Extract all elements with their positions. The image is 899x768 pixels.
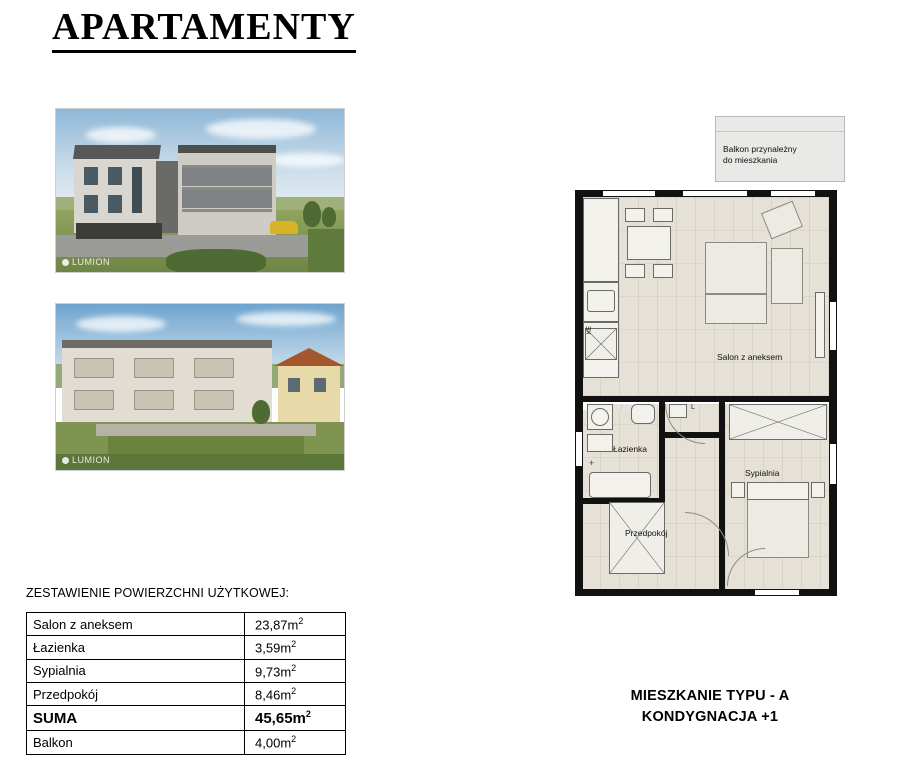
window-tall	[132, 167, 142, 213]
wall-left	[575, 190, 583, 596]
row-value-sup: 2	[291, 685, 297, 696]
table-row-total	[27, 706, 346, 731]
electrical-marker: L	[691, 404, 695, 411]
window	[84, 195, 98, 213]
retaining-wall	[96, 424, 316, 436]
wall-right	[829, 190, 837, 596]
row-value	[245, 659, 346, 682]
dining-chair	[653, 208, 673, 222]
building-roof	[73, 145, 161, 159]
balcony-rail-line	[716, 131, 844, 132]
cloud	[76, 316, 166, 332]
plan-caption	[545, 686, 875, 728]
utility-shaft	[669, 404, 687, 418]
render-front-view	[55, 108, 345, 273]
room-label-bedroom: Sypialnia	[745, 468, 780, 478]
plan-caption-line1: MIESZKANIE TYPU - A	[630, 688, 790, 704]
dining-chair	[625, 264, 645, 278]
row-value	[245, 731, 346, 754]
row-label: Salon z aneksem	[27, 613, 245, 636]
car	[270, 221, 298, 234]
building-right-roof	[178, 145, 276, 153]
row-value-number: 45,65	[255, 710, 293, 728]
balcony	[134, 390, 174, 410]
dining-table	[627, 226, 671, 260]
cloud	[86, 127, 156, 143]
wall-bedroom-top	[725, 396, 831, 402]
wall-bedroom-left-upper	[719, 396, 725, 440]
entrance-canopy	[76, 223, 162, 239]
row-label: Sypialnia	[27, 659, 245, 682]
row-value-number: 9,73	[255, 663, 281, 679]
area-summary-table	[26, 612, 346, 755]
row-value	[245, 636, 346, 659]
building-roof	[62, 340, 272, 348]
balcony-glass	[182, 168, 272, 186]
row-label: SUMA	[27, 706, 245, 731]
watermark-lumion: LUMION	[62, 455, 110, 465]
kitchen-sink	[587, 290, 615, 312]
row-value-unit: m	[287, 617, 299, 633]
window-opening	[829, 302, 837, 350]
window	[314, 378, 326, 392]
window-opening	[603, 190, 655, 197]
row-value-sup: 2	[291, 662, 297, 673]
tree	[322, 207, 336, 227]
window-opening	[829, 444, 837, 484]
room-label-hallway: Przedpokój	[625, 528, 668, 538]
render-garden-view	[55, 303, 345, 471]
floor-plan	[545, 100, 875, 645]
row-label: Przedpokój	[27, 682, 245, 705]
kitchen-counter-upper	[583, 198, 619, 282]
window-opening	[683, 190, 747, 197]
row-value-sup: 2	[291, 639, 297, 650]
room-label-living: Salon z aneksem	[717, 352, 783, 362]
tree	[252, 400, 270, 424]
coffee-table	[771, 248, 803, 304]
plan-caption-line2: KONDYGNACJA +1	[641, 709, 779, 726]
balcony-rail	[182, 209, 272, 212]
window	[288, 378, 300, 392]
row-value-unit: m	[280, 735, 292, 751]
sofa-seat	[705, 294, 767, 324]
row-label: Balkon	[27, 731, 245, 754]
washing-machine-drum	[591, 408, 609, 426]
window-opening	[771, 190, 815, 197]
wall-bathroom-right	[659, 396, 665, 504]
balcony	[194, 390, 234, 410]
wall-bathroom-top	[583, 396, 665, 402]
window	[84, 167, 98, 185]
wall-hall-top	[665, 396, 725, 402]
washbasin	[587, 434, 613, 452]
wardrobe	[609, 502, 665, 574]
building-neighbour	[278, 364, 340, 422]
tv-unit	[815, 292, 825, 358]
apartment-plan	[565, 182, 855, 607]
row-label: Łazienka	[27, 636, 245, 659]
bedroom-wardrobe	[729, 404, 827, 440]
table-row	[27, 682, 346, 705]
sofa	[705, 242, 767, 294]
bed-headboard	[747, 482, 809, 500]
table-row	[27, 636, 346, 659]
row-value-unit: m	[280, 640, 292, 656]
nightstand	[811, 482, 825, 498]
table-row	[27, 731, 346, 754]
kitchen-appliance-label: KE	[587, 325, 593, 334]
wall-bedroom-left	[719, 438, 725, 590]
row-value-sup: 2	[291, 734, 297, 745]
row-value	[245, 706, 346, 731]
balcony-glass	[182, 190, 272, 208]
window	[108, 167, 122, 185]
table-row	[27, 659, 346, 682]
balcony	[74, 358, 114, 378]
balcony-note-line2: do mieszkania	[723, 154, 778, 165]
table-row	[27, 613, 346, 636]
table-caption: ZESTAWIENIE POWIERZCHNI UŻYTKOWEJ:	[26, 586, 290, 600]
row-value	[245, 682, 346, 705]
row-value-unit: m	[292, 710, 306, 728]
row-value-number: 23,87	[255, 617, 288, 633]
dining-chair	[625, 208, 645, 222]
row-value-sup: 2	[305, 709, 311, 720]
shrub-area	[308, 229, 345, 273]
balcony-note-line1: Balkon przynależny	[723, 144, 797, 154]
cloud	[206, 119, 316, 139]
tree	[303, 201, 321, 227]
row-value-number: 8,46	[255, 687, 281, 703]
nightstand	[731, 482, 745, 498]
watermark-lumion: LUMION	[62, 257, 110, 267]
balcony	[194, 358, 234, 378]
row-value-unit: m	[280, 663, 292, 679]
balcony	[134, 358, 174, 378]
bathtub	[589, 472, 651, 498]
row-value-number: 4,00	[255, 735, 281, 751]
cloud	[236, 312, 336, 326]
radiator-icon: +	[589, 458, 595, 468]
row-value-unit: m	[280, 687, 292, 703]
window-opening	[575, 432, 583, 466]
balcony	[74, 390, 114, 410]
row-value	[245, 613, 346, 636]
row-value-number: 3,59	[255, 640, 281, 656]
balcony-note	[723, 144, 797, 165]
cloud	[266, 153, 345, 167]
row-value-sup: 2	[298, 616, 304, 626]
dining-chair	[653, 264, 673, 278]
hedge	[166, 249, 266, 273]
door-opening-entry	[755, 589, 799, 596]
window	[108, 195, 122, 213]
page-title: APARTAMENTY	[52, 8, 356, 53]
toilet	[631, 404, 655, 424]
room-label-bathroom: Łazienka	[613, 444, 648, 454]
